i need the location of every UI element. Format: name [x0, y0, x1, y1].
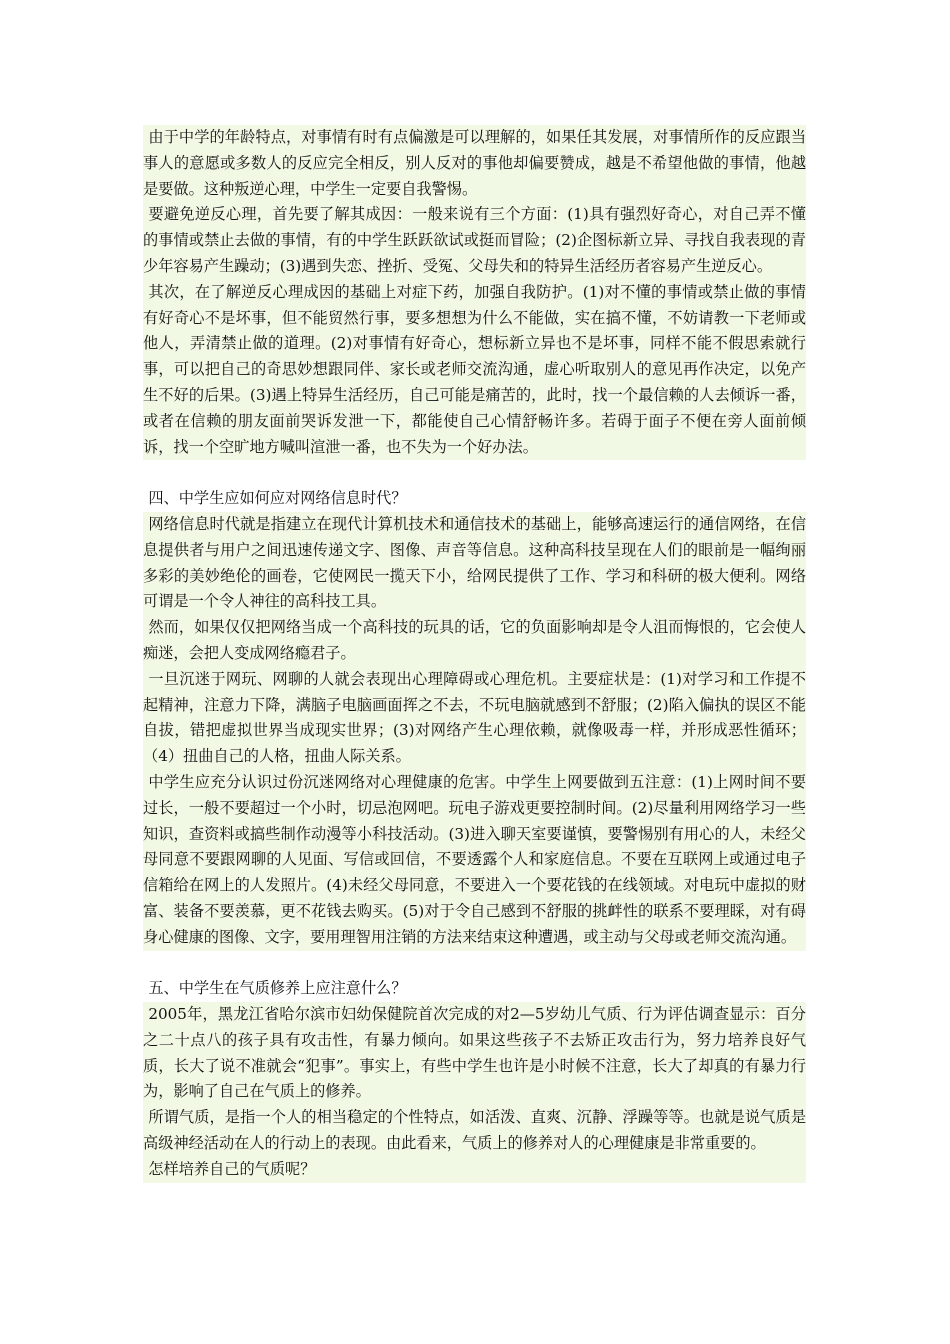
paragraph-rebellion-intro: 由于中学的年龄特点，对事情有时有点偏激是可以理解的，如果任其发展，对事情所作的反应跟当事人的意愿或多数人的反应完全相反，别人反对的事他却偏要赞成，越是不希望他做的事情，他越是要做。这种叛逆心理，中学生一定要自我警惕。	[143, 125, 806, 202]
section-heading-network: 四、中学生应如何应对网络信息时代？	[148, 489, 407, 508]
paragraph-gap	[143, 951, 806, 977]
paragraph-temperament-question: 怎样培养自己的气质呢？	[143, 1157, 806, 1183]
paragraph-network-precautions: 中学生应充分认识过份沉迷网络对心理健康的危害。中学生上网要做到五注意：(1)上网时间不要过长，一般不要超过一个小时，切忌泡网吧。玩电子游戏更要控制时间。(2)尽量利用网络学习一些知识，查资料或搞些制作动漫等小科技活动。(3)进入聊天室要谨慎，要警惕别有用心的人，未经父母同意不要跟网聊的人见面、写信或回信，不要透露个人和家庭信息。不要在互联网上或通过电子信箱给在网上的人发照片。(4)未经父母同意，不要进入一个要花钱的在线领域。对电玩中虚拟的财富、装备不要羡慕，更不花钱去购买。(5)对于令自己感到不舒服的挑衅性的联系不要理睬，对有碍身心健康的图像、文字，要用理智用注销的方法来结束这种遭遇，或主动与父母或老师交流沟通。	[143, 770, 806, 951]
paragraph-gap	[143, 460, 806, 486]
paragraph-network-negative: 然而，如果仅仅把网络当成一个高科技的玩具的话，它的负面影响却是令人沮而悔恨的，它会使人痴迷，会把人变成网络瘾君子。	[143, 615, 806, 667]
paragraph-rebellion-causes: 要避免逆反心理，首先要了解其成因：一般来说有三个方面：(1)具有强烈好奇心，对自己弄不懂的事情或禁止去做的事情，有的中学生跃跃欲试或挺而冒险；(2)企图标新立异、寻找自我表现的青少年容易产生躁动；(3)遇到失恋、挫折、受冤、父母失和的特异生活经历者容易产生逆反心。	[143, 202, 806, 279]
paragraph-network-symptoms: 一旦沉迷于网玩、网聊的人就会表现出心理障碍或心理危机。主要症状是：(1)对学习和工作提不起精神，注意力下降，满脑子电脑画面挥之不去，不玩电脑就感到不舒服；(2)陷入偏执的误区不能自拔，错把虚拟世界当成现实世界；(3)对网络产生心理依赖，就像吸毒一样，并形成恶性循环；（4）扭曲自己的人格，扭曲人际关系。	[143, 667, 806, 770]
paragraph-temperament-definition: 所谓气质，是指一个人的相当稳定的个性特点，如活泼、直爽、沉静、浮躁等等。也就是说气质是高级神经活动在人的行动上的表现。由此看来，气质上的修养对人的心理健康是非常重要的。	[143, 1105, 806, 1157]
paragraph-network-definition: 网络信息时代就是指建立在现代计算机技术和通信技术的基础上，能够高速运行的通信网络，在信息提供者与用户之间迅速传递文字、图像、声音等信息。这种高科技呈现在人们的眼前是一幅绚丽多彩的美妙绝伦的画卷，它使网民一揽天下小，给网民提供了工作、学习和科研的极大便利。网络可谓是一个令人神往的高科技工具。	[143, 512, 806, 615]
paragraph-rebellion-remedies: 其次，在了解逆反心理成因的基础上对症下药，加强自我防护。(1)对不懂的事情或禁止做的事情有好奇心不是坏事，但不能贸然行事，要多想想为什么不能做，实在搞不懂，不妨请教一下老师或他人，弄清禁止做的道理。(2)对事情有好奇心，想标新立异也不是坏事，同样不能不假思索就行事，可以把自己的奇思妙想跟同伴、家长或老师交流沟通，虚心听取别人的意见再作决定，以免产生不好的后果。(3)遇上特异生活经历，自己可能是痛苦的，此时，找一个最信赖的人去倾诉一番，或者在信赖的朋友面前哭诉发泄一下，都能使自己心情舒畅许多。若碍于面子不便在旁人面前倾诉，找一个空旷地方喊叫渲泄一番，也不失为一个好办法。	[143, 280, 806, 461]
paragraph-temperament-survey: 2005年，黑龙江省哈尔滨市妇幼保健院首次完成的对2—5岁幼儿气质、行为评估调查显示：百分之二十点八的孩子具有攻击性，有暴力倾向。如果这些孩子不去矫正攻击行为，努力培养良好气质，长大了说不准就会“犯事”。事实上，有些中学生也许是小时候不注意，长大了却真的有暴力行为，影响了自己在气质上的修养。	[143, 1002, 806, 1105]
body-text	[143, 125, 806, 1183]
section-heading-temperament: 五、中学生在气质修养上应注意什么？	[148, 979, 407, 998]
